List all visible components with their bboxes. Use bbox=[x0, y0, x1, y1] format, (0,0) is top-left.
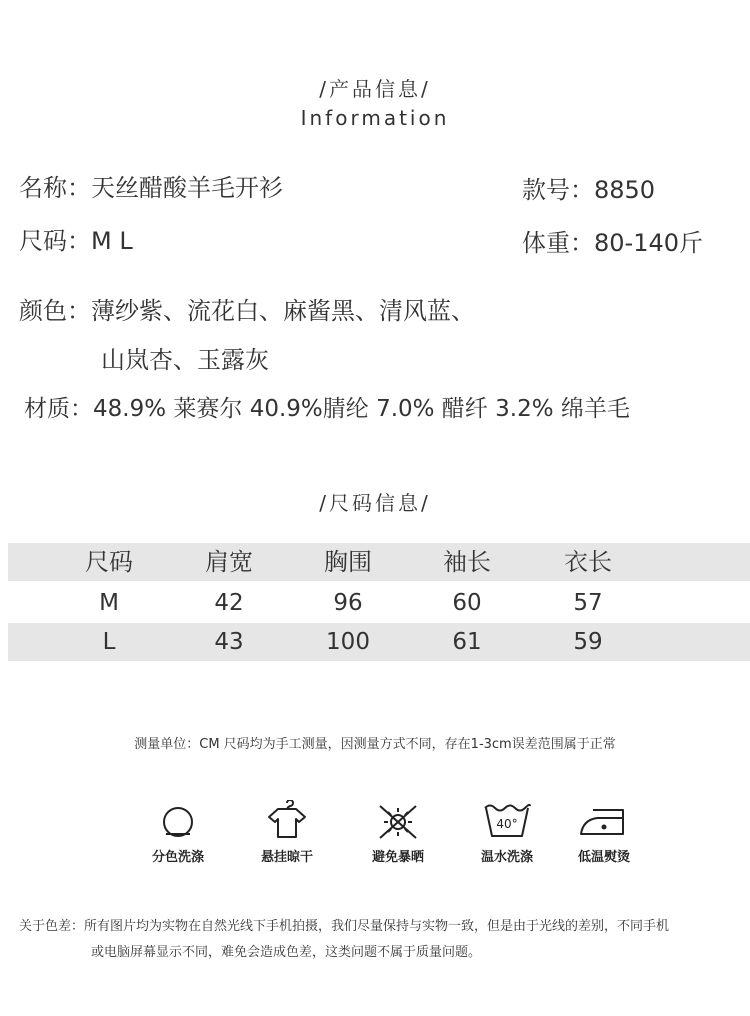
weight-range: 体重：80-140斤 bbox=[522, 229, 704, 257]
size-options: 尺码：M L bbox=[19, 227, 133, 255]
header-shoulder: 肩宽 bbox=[205, 548, 253, 576]
header-size: 尺码 bbox=[85, 548, 133, 576]
product-name: 名称：天丝醋酸羊毛开衫 bbox=[19, 174, 283, 202]
style-number: 款号：8850 bbox=[522, 176, 656, 204]
header-sleeve: 袖长 bbox=[443, 548, 491, 576]
wash-temperature: 40° bbox=[496, 817, 518, 831]
table-row bbox=[8, 584, 750, 622]
low-iron-icon bbox=[577, 800, 631, 840]
size-table-header bbox=[8, 543, 750, 581]
avoid-sun-icon bbox=[375, 800, 421, 840]
care-warm-wash bbox=[452, 800, 562, 865]
product-info-subtitle: Information bbox=[300, 106, 450, 130]
row-l-sleeve: 61 bbox=[452, 629, 482, 655]
row-l-shoulder: 43 bbox=[214, 629, 244, 655]
row-m-size: M bbox=[99, 590, 119, 616]
row-l-length: 59 bbox=[573, 629, 603, 655]
row-l-size: L bbox=[102, 629, 116, 655]
size-info-title: /尺码信息/ bbox=[319, 491, 431, 515]
warm-wash-40-icon bbox=[482, 800, 532, 840]
care-label: 温水洗涤 bbox=[480, 850, 533, 865]
color-disclaimer-line2: 或电脑屏幕显示不同，难免会造成色差，这类问题不属于质量问题。 bbox=[91, 945, 482, 960]
hang-dry-icon bbox=[264, 800, 310, 840]
color-options-line1: 颜色：薄纱紫、流花白、麻酱黑、清风蓝、 bbox=[19, 297, 475, 325]
row-m-length: 57 bbox=[573, 590, 603, 616]
care-label: 分色洗涤 bbox=[151, 850, 204, 865]
row-m-sleeve: 60 bbox=[452, 590, 482, 616]
care-avoid-sun bbox=[343, 800, 453, 865]
care-hang-dry bbox=[232, 800, 342, 865]
size-table bbox=[8, 543, 750, 663]
row-l-chest: 100 bbox=[326, 629, 370, 655]
row-m-shoulder: 42 bbox=[214, 590, 244, 616]
care-label: 低温熨烫 bbox=[577, 850, 630, 865]
row-m-chest: 96 bbox=[333, 590, 363, 616]
care-label: 悬挂晾干 bbox=[260, 850, 313, 865]
measurement-note: 测量单位：CM 尺码均为手工测量，因测量方式不同，存在1-3cm误差范围属于正常 bbox=[134, 737, 616, 752]
product-info-title: /产品信息/ bbox=[319, 77, 431, 101]
table-row bbox=[8, 623, 750, 661]
care-low-iron bbox=[549, 800, 659, 865]
header-length: 衣长 bbox=[564, 548, 612, 576]
header-chest: 胸围 bbox=[324, 548, 372, 576]
care-label: 避免暴晒 bbox=[371, 850, 424, 865]
color-options-line2: 山岚杏、玉露灰 bbox=[101, 346, 269, 374]
wash-separately-icon bbox=[158, 800, 198, 840]
care-wash-separately bbox=[123, 800, 233, 865]
material-composition: 材质：48.9% 莱赛尔 40.9%腈纶 7.0% 醋纤 3.2% 绵羊毛 bbox=[24, 396, 630, 422]
color-disclaimer-line1: 关于色差：所有图片均为实物在自然光线下手机拍摄，我们尽量保持与实物一致，但是由于光线的差别，不同手机 bbox=[19, 919, 670, 934]
